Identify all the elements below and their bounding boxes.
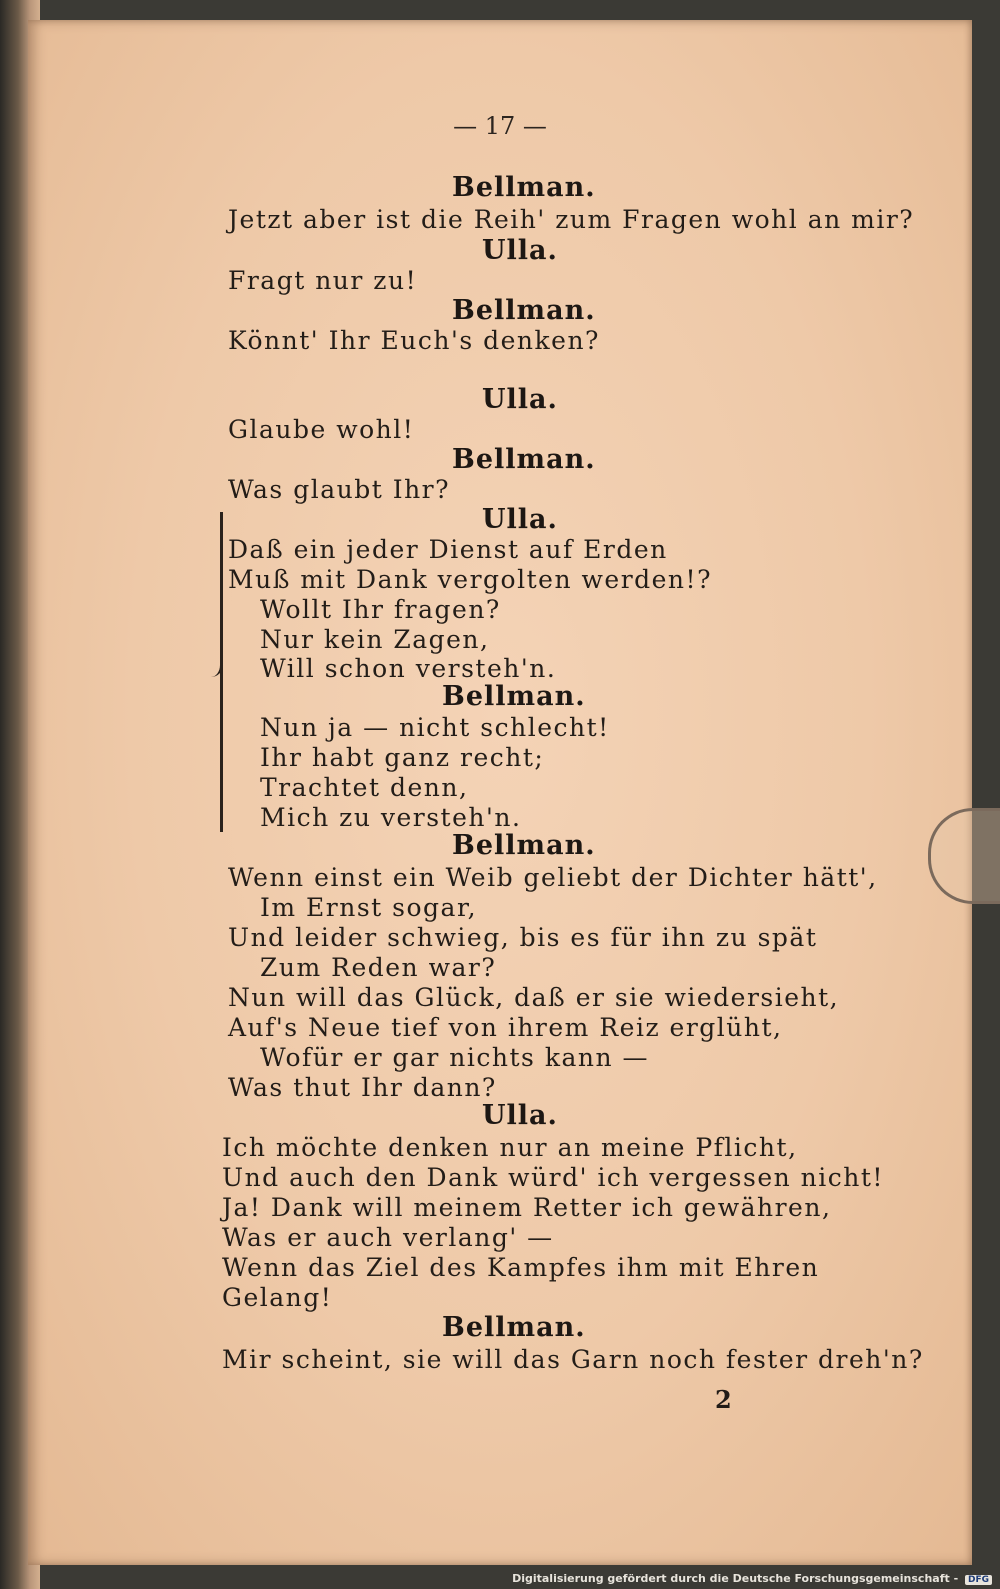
dialogue-line: Ihr habt ganz recht; [260,743,545,772]
dialogue-line: Daß ein jeder Dienst auf Erden [228,535,668,564]
dialogue-line: Wofür er gar nichts kann — [260,1043,650,1072]
dialogue-line: Glaube wohl! [228,415,415,444]
dialogue-line: Nur kein Zagen, [260,625,490,654]
dialogue-line: Fragt nur zu! [228,266,418,295]
dialogue-line: Auf's Neue tief von ihrem Reiz erglüht, [228,1013,783,1042]
dialogue-line: Was glaubt Ihr? [228,475,451,504]
signature-mark: 2 [715,1385,732,1414]
dialogue-line: Jetzt aber ist die Reih' zum Fragen wohl an mir? [228,205,915,234]
dialogue-line: Mir scheint, sie will das Garn noch fester dreh'n? [222,1345,924,1374]
dialogue-line: Wenn einst ein Weib geliebt der Dichter hätt', [228,863,878,892]
speaker-heading: Ulla. [482,235,558,266]
dialogue-line: Ja! Dank will meinem Retter ich gewähren, [222,1193,832,1222]
speaker-heading: Ulla. [482,1100,558,1131]
speaker-heading: Bellman. [442,681,586,712]
footer-text: Digitalisierung gefördert durch die Deutsche Forschungsgemeinschaft - [512,1572,959,1585]
dialogue-line: Was er auch verlang' — [222,1223,554,1252]
dialogue-line: Könnt' Ihr Euch's denken? [228,326,600,355]
dialogue-line: Will schon versteh'n. [260,654,557,683]
speaker-heading: Bellman. [452,830,596,861]
speaker-heading: Bellman. [452,295,596,326]
dialogue-line: Mich zu versteh'n. [260,803,522,832]
dialogue-line: Wollt Ihr fragen? [260,595,501,624]
dialogue-line: Und leider schwieg, bis es für ihn zu spät [228,923,818,952]
speaker-heading: Bellman. [452,172,596,203]
digitization-footer [512,1572,992,1585]
dialogue-line: Im Ernst sogar, [260,893,478,922]
dialogue-line: Nun will das Glück, daß er sie wiedersieht, [228,983,840,1012]
dialogue-line: Ich möchte denken nur an meine Pflicht, [222,1133,798,1162]
dialogue-line: Und auch den Dank würd' ich vergessen nicht! [222,1163,884,1192]
page-number: — 17 — [453,112,547,140]
dialogue-line: Wenn das Ziel des Kampfes ihm mit Ehren [222,1253,820,1282]
dfg-logo: DFG [965,1575,992,1585]
dialogue-line: Trachtet denn, [260,773,469,802]
speaker-heading: Bellman. [452,444,596,475]
speaker-heading: Ulla. [482,504,558,535]
dialogue-line: Gelang! [222,1283,333,1312]
speaker-heading: Bellman. [442,1312,586,1343]
dialogue-line: Was thut Ihr dann? [228,1073,497,1102]
dialogue-line: Muß mit Dank vergolten werden!? [228,565,712,594]
speaker-heading: Ulla. [482,384,558,415]
dialogue-line: Nun ja — nicht schlecht! [260,713,610,742]
dialogue-line: Zum Reden war? [260,953,497,982]
